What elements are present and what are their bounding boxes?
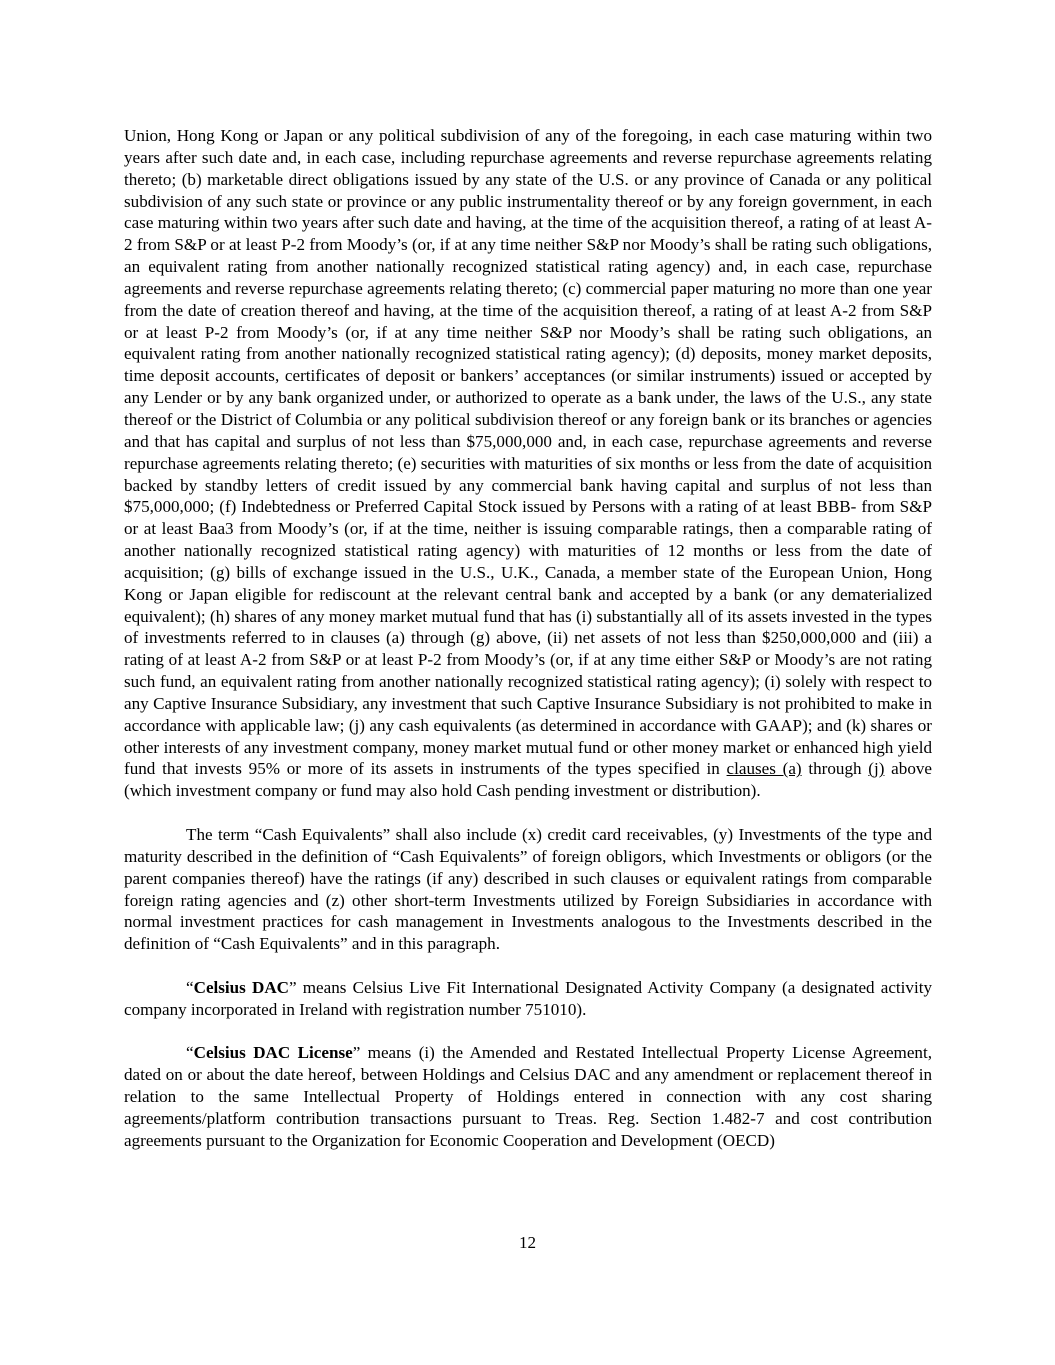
text-segment: The term “Cash Equivalents” shall also include (x) credit card receivables, (y) Investments of the type and maturity described in the definition of “Cash Equivalents” of foreign obligors, which Investments or obligors (or the parent companies thereof) have the ratings (if any) described in such clauses or equivalent ratings from comparable foreign rating agencies and (z) other short-term Investments utilized by Foreign Subsidiaries in accordance with normal investment practices for cash management in Investments analogous to the Investments described in the definition of “Cash Equivalents” and in this paragraph. <box>124 825 932 954</box>
text-segment: Union, Hong Kong or Japan or any political subdivision of any of the foregoing, in each case maturing within two years after such date and, in each case, including repurchase agreements and reverse repurchase agreements relating thereto; (b) marketable direct obligations issued by any state of the U.S. or any province of Canada or any political subdivision of any such state or province or any public instrumentality thereof or by any foreign government, in each case maturing within two years after such date and having, at the time of the acquisition thereof, a rating of at least A-2 from S&P or at least P-2 from Moody’s (or, if at any time neither S&P nor Moody’s shall be rating such obligations, an equivalent rating from another nationally recognized statistical rating agency) and, in each case, repurchase agreements and reverse repurchase agreements relating thereto; (c) commercial paper maturing no more than one year from the date of creation thereof and having, at the time of the acquisition thereof, a rating of at least A-2 from S&P or at least P-2 from Moody’s (or, if at any time neither S&P nor Moody’s shall be rating such obligations, an equivalent rating from another nationally recognized statistical rating agency); (d) deposits, money market deposits, time deposit accounts, certificates of deposit or bankers’ acceptances (or similar instruments) issued or accepted by any Lender or by any bank organized under, or authorized to operate as a bank under, the laws of the U.S., any state thereof or the District of Columbia or any political subdivision thereof or any foreign bank or its branches or agencies and that has capital and surplus of not less than $75,000,000 and, in each case, repurchase agreements and reverse repurchase agreements relating thereto; (e) securities with maturities of six months or less from the date of acquisition backed by standby letters of credit issued by any commercial bank having capital and surplus of not less than $75,000,000; (f) Indebtedness or Preferred Capital Stock issued by Persons with a rating of at least BBB- from S&P or at least Baa3 from Moody’s (or, if at the time, neither is issuing comparable ratings, then a comparable rating of another nationally recognized statistical rating agency) with maturities of 12 months or less from the date of acquisition; (g) bills of exchange issued in the U.S., U.K., Canada, a member state of the European Union, Hong Kong or Japan eligible for rediscount at the relevant central bank and accepted by a bank (or any dematerialized equivalent); (h) shares of any money market mutual fund that has (i) substantially all of its assets invested in the types of investments referred to in clauses (a) through (g) above, (ii) net assets of not less than $250,000,000 and (iii) a rating of at least A-2 from S&P or at least P-2 from Moody’s (or, if at any time either S&P or Moody’s are not rating such fund, an equivalent rating from another nationally recognized statistical rating agency); (i) solely with respect to any Captive Insurance Subsidiary, any investment that such Captive Insurance Subsidiary is not prohibited to make in accordance with applicable law; (j) any cash equivalents (as determined in accordance with GAAP); and (k) shares or other interests of any investment company, money market mutual fund or other money market or enhanced high yield fund that invests 95% or more of its assets in instruments of the types specified in <box>124 126 932 779</box>
definition-celsius-dac <box>124 977 932 1021</box>
definition-celsius-dac-license <box>124 1042 932 1151</box>
page-number: 12 <box>518 1233 537 1252</box>
text-segment: “ <box>186 977 194 997</box>
text-segment: ” means (i) the Amended and Restated Intellectual Property License Agreement, dated on or about the date hereof, between Holdings and Celsius DAC and any amendment or replacement thereof in relation to the same Intellectual Property of Holdings entered in connection with any cost sharing agreements/platform contribution transactions pursuant to Treas. Reg. Section 1.482-7 and cost contribution agreements pursuant to the Organization for Economic Cooperation and Development (OECD) <box>124 1043 932 1150</box>
defined-term: Celsius DAC License <box>193 1043 353 1063</box>
document-page <box>124 125 932 1152</box>
text-segment: “ <box>186 1043 194 1063</box>
cross-reference-clause-j: (j) <box>868 759 885 779</box>
defined-term: Celsius DAC <box>193 977 290 997</box>
paragraph-cash-equivalents-extension <box>124 824 932 955</box>
text-segment: ” means Celsius Live Fit International Designated Activity Company (a designated activity company incorporated in Ireland with registration number 751010). <box>124 977 932 1019</box>
text-segment: above (which investment company or fund may also hold Cash pending investment or distribution). <box>124 759 932 801</box>
paragraph-cash-equivalents-clauses <box>124 125 932 802</box>
cross-reference-clauses-a: clauses (a) <box>726 759 802 779</box>
text-segment: through <box>801 759 869 779</box>
